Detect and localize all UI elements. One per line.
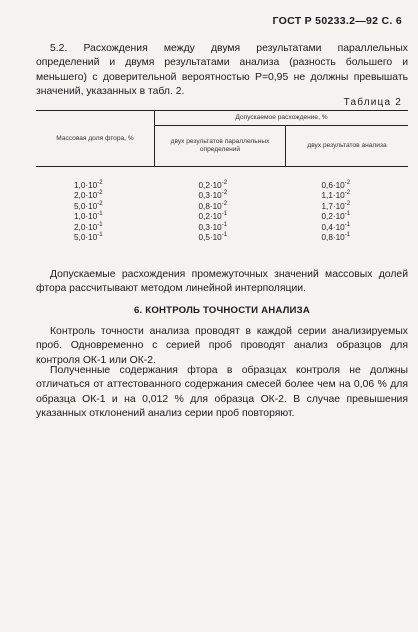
- col-header-parallel: двух результатов параллельных определений: [155, 126, 286, 167]
- paragraph-deviation: Полученные содержания фтора в образцах контроля не должны отличаться от аттестованного содержания смесей более чем на 0,06 % для образца ОК-1 и на 0,012 % для образца ОК-2. В случае превышения указанных отклонений анализ серии проб повторяют.: [36, 365, 408, 420]
- cell-parallel: $0,3\cdot 10^{-1}$: [198, 221, 228, 232]
- cell-analysis: $0,6\cdot 10^{-2}$: [321, 180, 351, 190]
- col-header-analysis: двух результатов анализа: [286, 126, 409, 167]
- page-header: ГОСТ Р 50233.2—92 С. 6: [272, 15, 402, 27]
- cell-parallel: $0,2\cdot 10^{-1}$: [198, 211, 228, 222]
- cell-analysis: $0,8\cdot 10^{-1}$: [321, 232, 351, 243]
- paragraph-control: Контроль точности анализа проводят в каждой серии анализируемых проб. Одновременно с серией проб проводят анализ образцов для контроля ОК-1 или ОК-2.: [36, 326, 408, 366]
- cell-mass: $2,0\cdot 10^{-2}$: [74, 190, 103, 201]
- cell-analysis: $0,2\cdot 10^{-1}$: [321, 211, 351, 222]
- paragraph-5-2: 5.2. Расхождения между двумя результатами параллельных определений и двумя результатами анализа (разность большего и меньшего) с доверительной вероятностью P=0,95 не должны превышать значений, указанных в табл. 2.: [36, 43, 408, 98]
- cell-parallel: $0,5\cdot 10^{-1}$: [198, 232, 228, 243]
- cell-mass: $5,0\cdot 10^{-2}$: [74, 200, 103, 211]
- cell-parallel: $0,8\cdot 10^{-2}$: [198, 200, 228, 211]
- cell-analysis: $1,1\cdot 10^{-2}$: [321, 190, 351, 201]
- table-label: Таблица 2: [343, 97, 402, 108]
- cell-mass: $1,0\cdot 10^{-2}$: [74, 180, 103, 190]
- table-row: [36, 233, 408, 243]
- cell-analysis: $1,7\cdot 10^{-2}$: [321, 200, 351, 211]
- cell-mass: $1,0\cdot 10^{-1}$: [74, 211, 103, 222]
- col-header-group-tolerance: Допускаемое расхождение, %: [155, 111, 409, 126]
- paragraph-interpolation: Допускаемые расхождения промежуточных значений массовых долей фтора рассчитывают методом линейной интерполяции.: [36, 269, 408, 295]
- table-row: [36, 167, 408, 192]
- cell-mass: $5,0\cdot 10^{-1}$: [74, 232, 103, 243]
- col-header-mass-fraction: Массовая доля фтора, %: [36, 111, 155, 167]
- tolerance-table: [36, 110, 408, 243]
- section-title: 6. КОНТРОЛЬ ТОЧНОСТИ АНАЛИЗА: [134, 305, 310, 316]
- cell-analysis: $0,4\cdot 10^{-1}$: [321, 221, 351, 232]
- cell-parallel: $0,2\cdot 10^{-2}$: [198, 180, 228, 190]
- cell-mass: $2,0\cdot 10^{-1}$: [74, 221, 103, 232]
- cell-parallel: $0,3\cdot 10^{-2}$: [198, 190, 228, 201]
